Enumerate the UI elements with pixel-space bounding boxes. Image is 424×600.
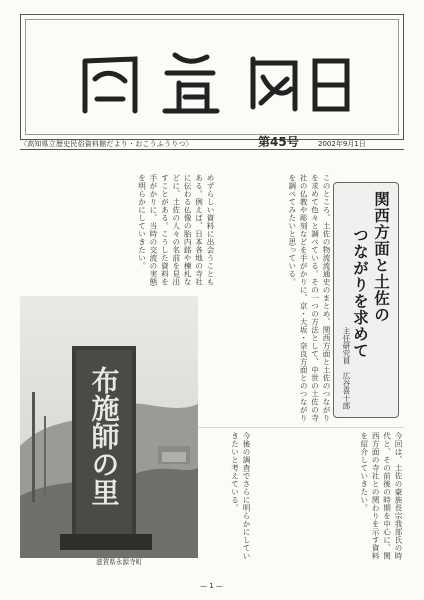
article-title-line2: つながりを求めて [351, 227, 369, 359]
newsletter-subtitle: 〈高知県立歴史民俗資料館だより・おこうふうりつ〉 [20, 140, 193, 148]
masthead-logo [75, 49, 355, 119]
stone-monument-photo [20, 296, 198, 558]
monument-inscription: 布施師の里 [87, 366, 121, 506]
body-text-column-4: 今後の調査でさらに明らかにしていきたいと考えている。 [230, 432, 251, 560]
body-text-column-1: このところ、土佐の物流流通史のまとめ、関西方面と土佐のつながりを求めて色々と調べている。その一つの方法として、中世の土佐の寺社の仏教や彫刻などを手がかりに、京・大坂・奈良方面とのつながりを調べてみたいと思っている。 [287, 174, 331, 422]
article-author: 主任研究員 広谷喜十郎 [342, 326, 351, 409]
issue-number: 第45号 [258, 135, 299, 149]
article-title-box [333, 182, 399, 418]
body-text-column-2: めずらしい資料に出会うこともある。例えば、日本各地の寺社に伝わる仏像の胎内銘や棟札などに、土佐の人々の名前を見出すことがある。こうした資料を手がかりに、当時の交流の実態を明らかにしていきたい。 [137, 174, 215, 286]
issue-date: 2002年9月1日 [318, 140, 366, 148]
page-number: — 1 — [200, 582, 223, 590]
article-title-line1: 関西方面と土佐の [372, 191, 390, 323]
photo-caption: 滋賀県永源寺町 [96, 558, 143, 566]
body-text-column-3: 今回は、土佐の豪族長宗我部氏の時代と、その前後の時期を中心に、関西方面の寺社との関わりを示す資料を紹介していきたい。 [359, 432, 403, 560]
masthead [20, 14, 404, 140]
